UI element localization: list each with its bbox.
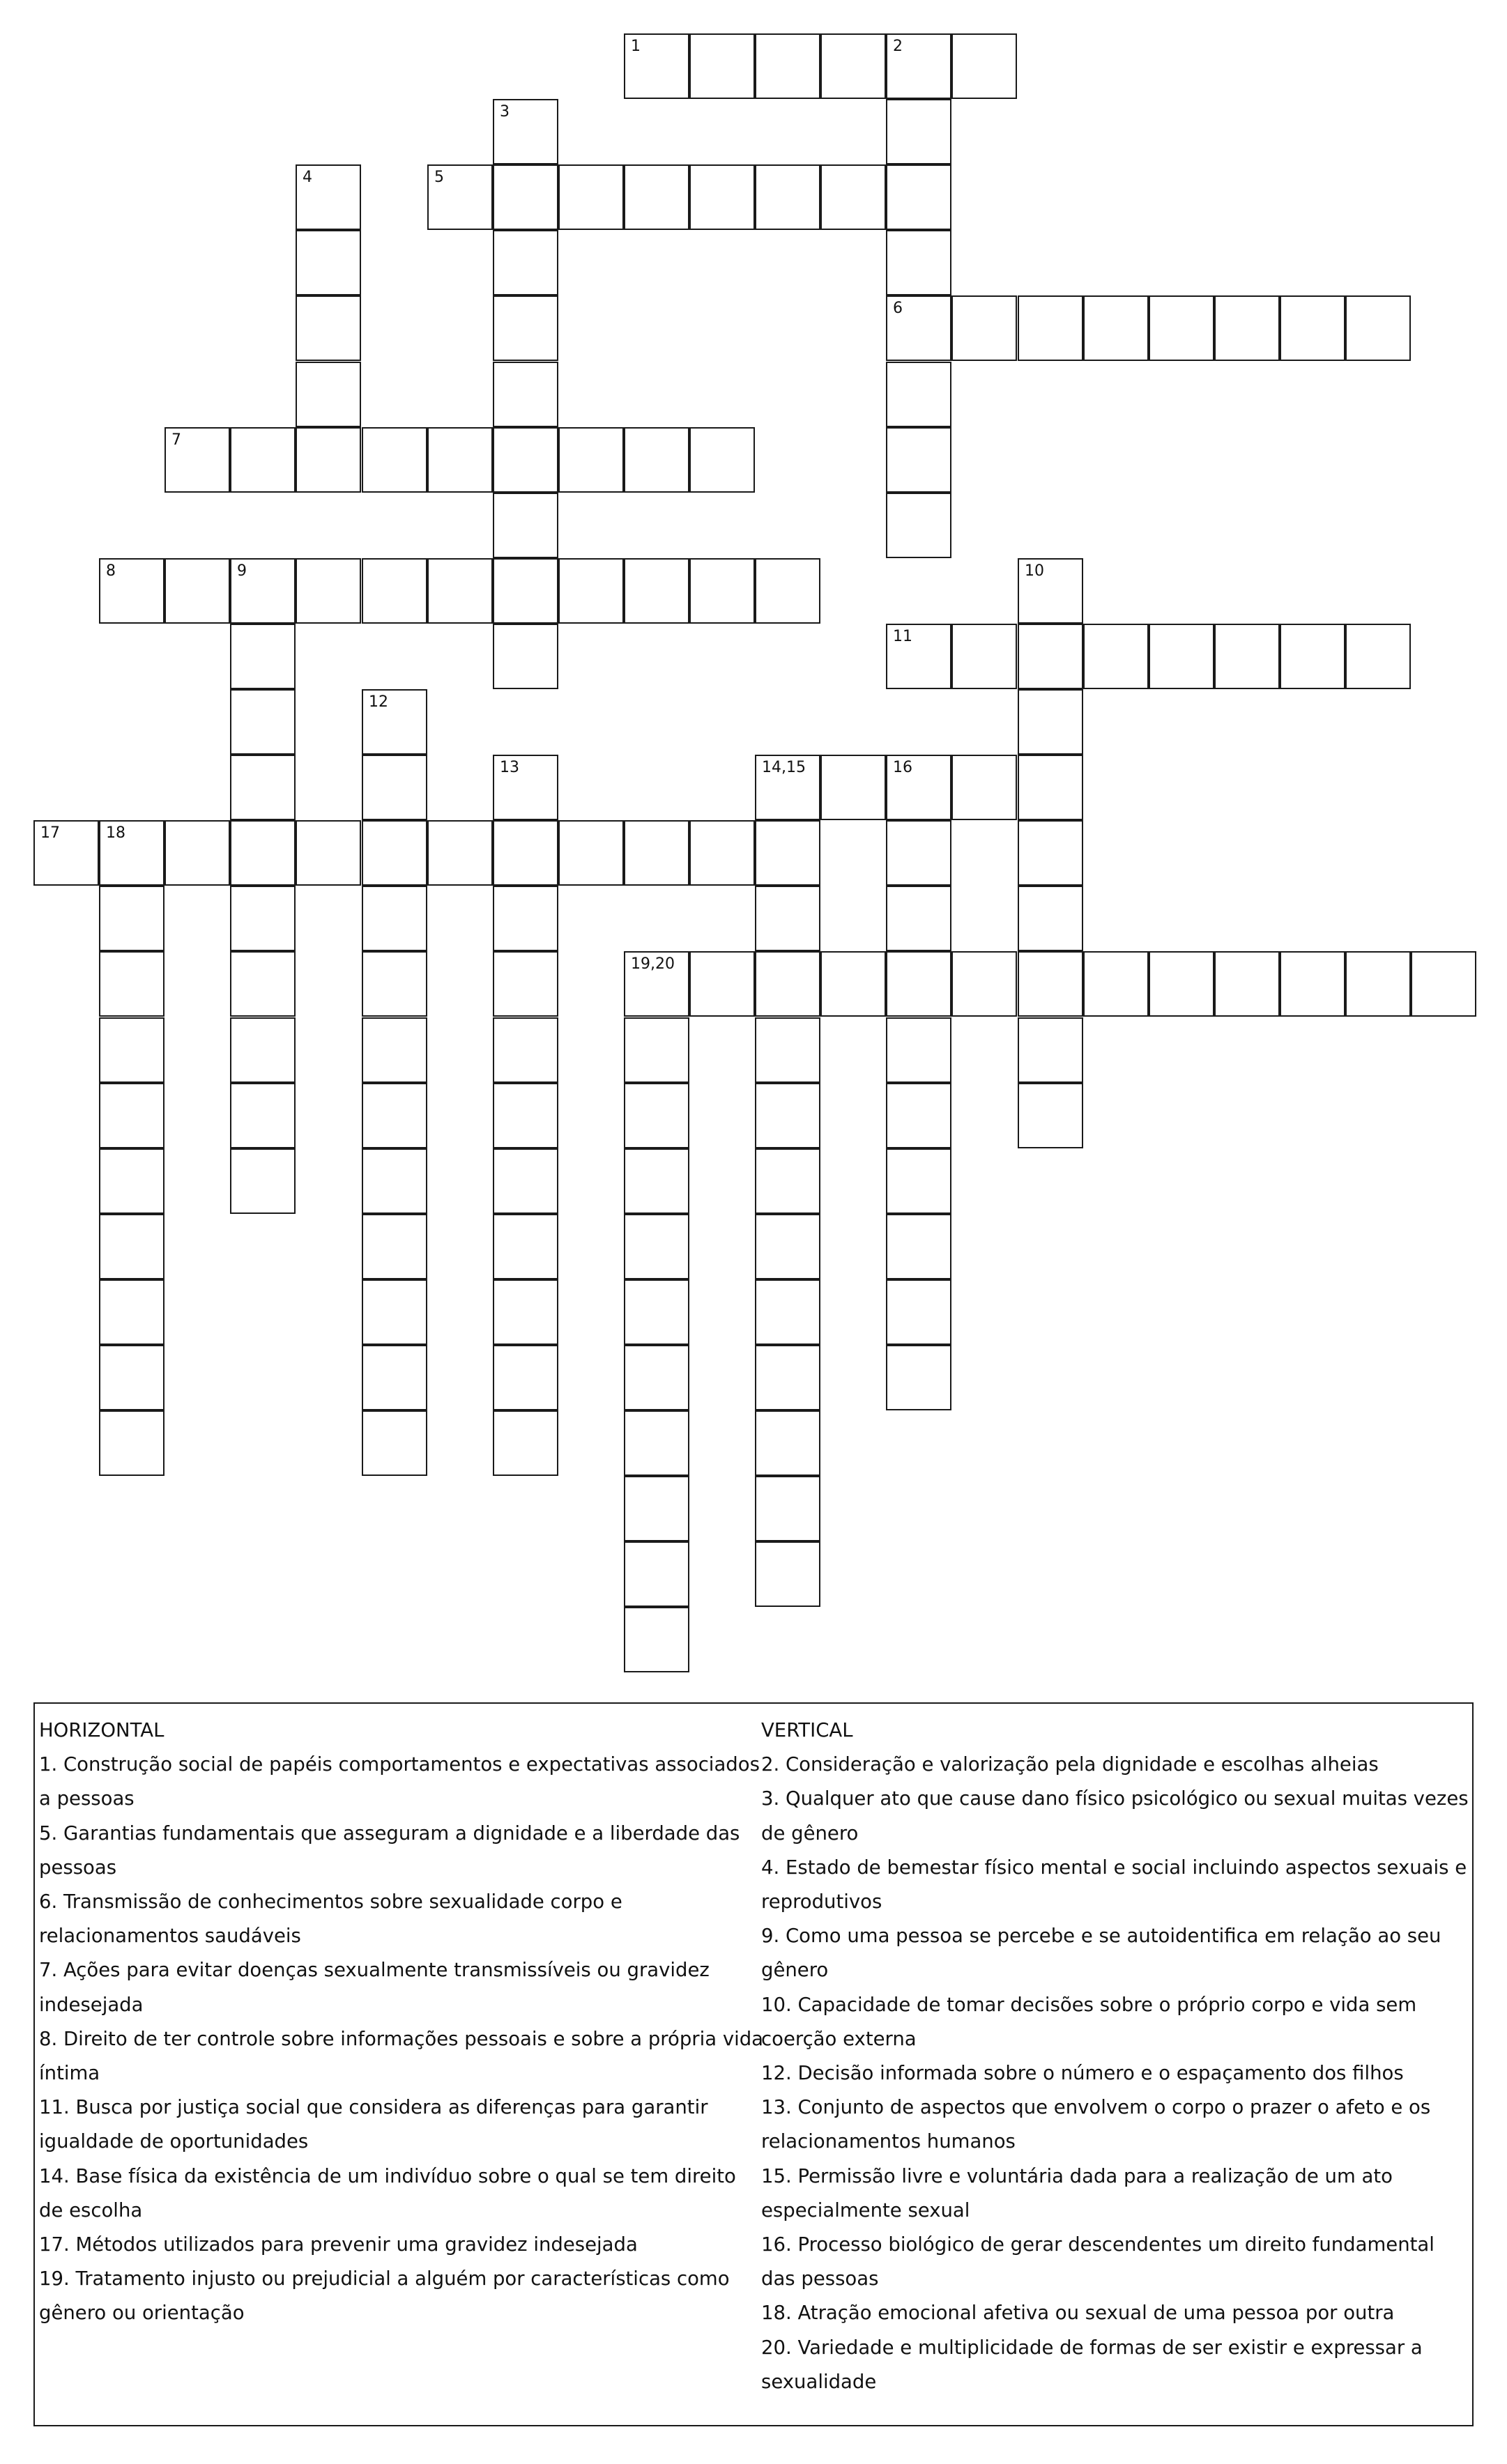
grid-cell[interactable] bbox=[886, 362, 951, 427]
grid-cell[interactable] bbox=[624, 1214, 689, 1279]
grid-cell[interactable] bbox=[362, 886, 427, 951]
grid-cell[interactable] bbox=[296, 164, 361, 230]
clue-v10: 10. Capacidade de tomar decisões sobre o próprio corpo e vida sem coerção externa bbox=[761, 1993, 1417, 2050]
clue-v18: 18. Atração emocional afetiva ou sexual de uma pessoa por outra bbox=[761, 2302, 1395, 2325]
grid-cell[interactable] bbox=[755, 1214, 820, 1279]
grid-cell[interactable] bbox=[1018, 295, 1083, 361]
grid-cell[interactable] bbox=[99, 1214, 165, 1279]
grid-cell[interactable] bbox=[820, 755, 886, 820]
horizontal-heading: HORIZONTAL bbox=[39, 1719, 165, 1741]
grid-cell[interactable] bbox=[493, 427, 558, 493]
grid-cell[interactable] bbox=[755, 755, 820, 820]
grid-cell[interactable] bbox=[886, 755, 951, 820]
grid-cell[interactable] bbox=[99, 1279, 165, 1345]
grid-cell[interactable] bbox=[493, 1017, 558, 1083]
grid-cell[interactable] bbox=[1280, 951, 1345, 1017]
grid-cell[interactable] bbox=[1018, 951, 1083, 1017]
clue-number: 2 bbox=[893, 38, 903, 55]
grid-cell[interactable] bbox=[886, 1148, 951, 1214]
grid-cell[interactable] bbox=[624, 1410, 689, 1476]
grid-cell[interactable] bbox=[362, 558, 427, 624]
clue-v4: 4. Estado de bemestar físico mental e social incluindo aspectos sexuais e reprodutivos bbox=[761, 1856, 1467, 1914]
grid-cell[interactable] bbox=[230, 624, 296, 689]
grid-cell[interactable] bbox=[362, 1279, 427, 1345]
grid-cell[interactable] bbox=[624, 33, 689, 99]
grid-cell[interactable] bbox=[689, 558, 755, 624]
grid-cell[interactable] bbox=[755, 33, 820, 99]
vertical-clues bbox=[761, 1714, 1469, 2399]
grid-cell[interactable] bbox=[1149, 624, 1214, 689]
grid-cell[interactable] bbox=[1411, 951, 1476, 1017]
grid-cell[interactable] bbox=[493, 1279, 558, 1345]
clue-v15: 15. Permissão livre e voluntária dada para a realização de um ato especialmente sexual bbox=[761, 2164, 1393, 2222]
grid-cell[interactable] bbox=[755, 951, 820, 1017]
grid-cell[interactable] bbox=[1083, 951, 1149, 1017]
clue-number: 12 bbox=[369, 693, 388, 711]
grid-cell[interactable] bbox=[624, 1476, 689, 1541]
grid-cell[interactable] bbox=[362, 427, 427, 493]
grid-cell[interactable] bbox=[624, 1541, 689, 1607]
clue-v9: 9. Como uma pessoa se percebe e se autoidentifica em relação ao seu gênero bbox=[761, 1925, 1441, 1982]
grid-cell[interactable] bbox=[886, 99, 951, 164]
clue-h5: 5. Garantias fundamentais que asseguram a dignidade e a liberdade das pessoas bbox=[39, 1822, 740, 1879]
grid-cell[interactable] bbox=[1018, 689, 1083, 755]
grid-cell[interactable] bbox=[493, 886, 558, 951]
grid-cell[interactable] bbox=[624, 1083, 689, 1148]
grid-cell[interactable] bbox=[1018, 886, 1083, 951]
grid-cell[interactable] bbox=[493, 1148, 558, 1214]
grid-cell[interactable] bbox=[755, 1541, 820, 1607]
grid-cell[interactable] bbox=[1018, 558, 1083, 624]
grid-cell[interactable] bbox=[755, 1410, 820, 1476]
grid-cell[interactable] bbox=[230, 1017, 296, 1083]
grid-cell[interactable] bbox=[886, 164, 951, 230]
clue-h17: 17. Métodos utilizados para prevenir uma gravidez indesejada bbox=[39, 2233, 638, 2256]
grid-cell[interactable] bbox=[820, 33, 886, 99]
grid-cell[interactable] bbox=[493, 1083, 558, 1148]
grid-cell[interactable] bbox=[165, 558, 230, 624]
grid-cell[interactable] bbox=[1345, 951, 1411, 1017]
grid-cell[interactable] bbox=[886, 624, 951, 689]
grid-cell[interactable] bbox=[362, 755, 427, 820]
grid-cell[interactable] bbox=[99, 951, 165, 1017]
grid-cell[interactable] bbox=[362, 1410, 427, 1476]
grid-cell[interactable] bbox=[99, 886, 165, 951]
clue-h11: 11. Busca por justiça social que considera as diferenças para garantir igualdade de oportunidades bbox=[39, 2096, 708, 2153]
grid-cell[interactable] bbox=[296, 362, 361, 427]
grid-cell[interactable] bbox=[99, 1083, 165, 1148]
grid-cell[interactable] bbox=[1018, 624, 1083, 689]
clue-number: 17 bbox=[40, 824, 60, 842]
clue-number: 7 bbox=[171, 431, 181, 449]
grid-cell[interactable] bbox=[689, 951, 755, 1017]
grid-cell[interactable] bbox=[755, 1148, 820, 1214]
clue-h6: 6. Transmissão de conhecimentos sobre sexualidade corpo e relacionamentos saudáveis bbox=[39, 1891, 622, 1948]
grid-cell[interactable] bbox=[1083, 624, 1149, 689]
grid-cell[interactable] bbox=[820, 164, 886, 230]
grid-cell[interactable] bbox=[493, 624, 558, 689]
grid-cell[interactable] bbox=[493, 99, 558, 164]
grid-cell[interactable] bbox=[1083, 295, 1149, 361]
grid-cell[interactable] bbox=[558, 427, 624, 493]
grid-cell[interactable] bbox=[99, 1148, 165, 1214]
grid-cell[interactable] bbox=[755, 164, 820, 230]
grid-cell[interactable] bbox=[886, 820, 951, 886]
grid-cell[interactable] bbox=[230, 951, 296, 1017]
grid-cell[interactable] bbox=[1214, 295, 1280, 361]
grid-cell[interactable] bbox=[1345, 624, 1411, 689]
grid-cell[interactable] bbox=[624, 951, 689, 1017]
grid-cell[interactable] bbox=[230, 1148, 296, 1214]
clue-number: 1 bbox=[631, 38, 641, 55]
grid-cell[interactable] bbox=[886, 951, 951, 1017]
grid-cell[interactable] bbox=[493, 951, 558, 1017]
clue-number: 10 bbox=[1025, 562, 1044, 580]
clue-number: 14,15 bbox=[762, 759, 806, 776]
grid-cell[interactable] bbox=[689, 164, 755, 230]
clue-number: 19,20 bbox=[631, 955, 675, 973]
clue-number: 9 bbox=[237, 562, 247, 580]
clue-v13: 13. Conjunto de aspectos que envolvem o corpo o prazer o afeto e os relacionamentos humanos bbox=[761, 2096, 1431, 2153]
grid-cell[interactable] bbox=[624, 1017, 689, 1083]
grid-cell[interactable] bbox=[1214, 624, 1280, 689]
grid-cell[interactable] bbox=[362, 820, 427, 886]
grid-cell[interactable] bbox=[558, 164, 624, 230]
grid-cell[interactable] bbox=[558, 820, 624, 886]
grid-cell[interactable] bbox=[951, 755, 1017, 820]
grid-cell[interactable] bbox=[230, 755, 296, 820]
grid-cell[interactable] bbox=[33, 820, 99, 886]
clue-v12: 12. Decisão informada sobre o número e o espaçamento dos filhos bbox=[761, 2062, 1404, 2085]
grid-cell[interactable] bbox=[558, 558, 624, 624]
grid-cell[interactable] bbox=[230, 427, 296, 493]
clue-h1: 1. Construção social de papéis comportamentos e expectativas associados a pessoas bbox=[39, 1753, 760, 1810]
grid-cell[interactable] bbox=[886, 1345, 951, 1410]
grid-cell[interactable] bbox=[624, 1607, 689, 1672]
clue-number: 4 bbox=[303, 169, 312, 186]
grid-cell[interactable] bbox=[427, 427, 493, 493]
grid-cell[interactable] bbox=[1149, 951, 1214, 1017]
grid-cell[interactable] bbox=[99, 820, 165, 886]
grid-cell[interactable] bbox=[362, 1148, 427, 1214]
grid-cell[interactable] bbox=[493, 493, 558, 558]
grid-cell[interactable] bbox=[689, 33, 755, 99]
grid-cell[interactable] bbox=[624, 427, 689, 493]
grid-cell[interactable] bbox=[755, 1476, 820, 1541]
clues-box bbox=[33, 1702, 1474, 2426]
grid-cell[interactable] bbox=[1018, 755, 1083, 820]
grid-cell[interactable] bbox=[99, 1410, 165, 1476]
grid-cell[interactable] bbox=[886, 1083, 951, 1148]
grid-cell[interactable] bbox=[362, 951, 427, 1017]
grid-cell[interactable] bbox=[362, 1017, 427, 1083]
grid-cell[interactable] bbox=[886, 1279, 951, 1345]
clue-h8: 8. Direito de ter controle sobre informações pessoais e sobre a própria vida íntima bbox=[39, 2027, 764, 2085]
grid-cell[interactable] bbox=[1280, 295, 1345, 361]
grid-cell[interactable] bbox=[624, 1345, 689, 1410]
clue-number: 16 bbox=[893, 759, 912, 776]
grid-cell[interactable] bbox=[230, 1083, 296, 1148]
grid-cell[interactable] bbox=[427, 558, 493, 624]
grid-cell[interactable] bbox=[296, 427, 361, 493]
clue-v16: 16. Processo biológico de gerar descendentes um direito fundamental das pessoas bbox=[761, 2233, 1435, 2290]
grid-cell[interactable] bbox=[886, 230, 951, 295]
grid-cell[interactable] bbox=[755, 1345, 820, 1410]
grid-cell[interactable] bbox=[689, 427, 755, 493]
grid-cell[interactable] bbox=[230, 689, 296, 755]
grid-cell[interactable] bbox=[99, 1345, 165, 1410]
grid-cell[interactable] bbox=[296, 820, 361, 886]
grid-cell[interactable] bbox=[493, 558, 558, 624]
grid-cell[interactable] bbox=[99, 1017, 165, 1083]
grid-cell[interactable] bbox=[886, 1017, 951, 1083]
clue-number: 8 bbox=[106, 562, 116, 580]
clue-number: 6 bbox=[893, 300, 903, 317]
grid-cell[interactable] bbox=[1018, 1017, 1083, 1083]
clue-number: 5 bbox=[434, 169, 444, 186]
grid-cell[interactable] bbox=[165, 427, 230, 493]
clue-v20: 20. Variedade e multiplicidade de formas de ser existir e expressar a sexualidade bbox=[761, 2336, 1423, 2393]
grid-cell[interactable] bbox=[624, 164, 689, 230]
grid-cell[interactable] bbox=[165, 820, 230, 886]
grid-cell[interactable] bbox=[886, 33, 951, 99]
grid-cell[interactable] bbox=[1280, 624, 1345, 689]
grid-cell[interactable] bbox=[362, 1345, 427, 1410]
clue-number: 18 bbox=[106, 824, 125, 842]
grid-cell[interactable] bbox=[493, 820, 558, 886]
grid-cell[interactable] bbox=[1018, 820, 1083, 886]
grid-cell[interactable] bbox=[362, 1214, 427, 1279]
grid-cell[interactable] bbox=[493, 755, 558, 820]
grid-cell[interactable] bbox=[427, 164, 493, 230]
grid-cell[interactable] bbox=[493, 164, 558, 230]
grid-cell[interactable] bbox=[755, 820, 820, 886]
clue-h19: 19. Tratamento injusto ou prejudicial a alguém por características como gênero ou orientação bbox=[39, 2267, 730, 2325]
grid-cell[interactable] bbox=[624, 1279, 689, 1345]
grid-cell[interactable] bbox=[886, 886, 951, 951]
clue-h14: 14. Base física da existência de um indivíduo sobre o qual se tem direito de escolha bbox=[39, 2164, 736, 2222]
grid-cell[interactable] bbox=[755, 558, 820, 624]
clue-number: 13 bbox=[500, 759, 519, 776]
grid-cell[interactable] bbox=[296, 230, 361, 295]
clue-v2: 2. Consideração e valorização pela dignidade e escolhas alheias bbox=[761, 1753, 1379, 1776]
grid-cell[interactable] bbox=[493, 1345, 558, 1410]
grid-cell[interactable] bbox=[493, 362, 558, 427]
grid-cell[interactable] bbox=[951, 295, 1017, 361]
grid-cell[interactable] bbox=[755, 1083, 820, 1148]
grid-cell[interactable] bbox=[296, 558, 361, 624]
grid-cell[interactable] bbox=[1149, 295, 1214, 361]
grid-cell[interactable] bbox=[1018, 1083, 1083, 1148]
grid-cell[interactable] bbox=[755, 886, 820, 951]
grid-cell[interactable] bbox=[230, 558, 296, 624]
grid-cell[interactable] bbox=[493, 230, 558, 295]
horizontal-clues bbox=[39, 1714, 764, 2331]
grid-cell[interactable] bbox=[493, 1214, 558, 1279]
grid-cell[interactable] bbox=[296, 295, 361, 361]
grid-cell[interactable] bbox=[951, 951, 1017, 1017]
grid-cell[interactable] bbox=[886, 493, 951, 558]
grid-cell[interactable] bbox=[755, 1017, 820, 1083]
grid-cell[interactable] bbox=[886, 1214, 951, 1279]
grid-cell[interactable] bbox=[689, 820, 755, 886]
vertical-heading: VERTICAL bbox=[761, 1719, 853, 1741]
grid-cell[interactable] bbox=[1345, 295, 1411, 361]
grid-cell[interactable] bbox=[624, 1148, 689, 1214]
grid-cell[interactable] bbox=[951, 624, 1017, 689]
grid-cell[interactable] bbox=[624, 820, 689, 886]
clue-number: 11 bbox=[893, 628, 912, 645]
grid-cell[interactable] bbox=[820, 951, 886, 1017]
grid-cell[interactable] bbox=[99, 558, 165, 624]
grid-cell[interactable] bbox=[951, 33, 1017, 99]
grid-cell[interactable] bbox=[362, 689, 427, 755]
grid-cell[interactable] bbox=[755, 1279, 820, 1345]
grid-cell[interactable] bbox=[886, 295, 951, 361]
grid-cell[interactable] bbox=[493, 295, 558, 361]
grid-cell[interactable] bbox=[624, 558, 689, 624]
grid-cell[interactable] bbox=[886, 427, 951, 493]
grid-cell[interactable] bbox=[427, 820, 493, 886]
clue-h7: 7. Ações para evitar doenças sexualmente transmissíveis ou gravidez indesejada bbox=[39, 1959, 710, 2016]
clue-v3: 3. Qualquer ato que cause dano físico psicológico ou sexual muitas vezes de gênero bbox=[761, 1787, 1469, 1845]
grid-cell[interactable] bbox=[230, 820, 296, 886]
clue-number: 3 bbox=[500, 103, 510, 121]
grid-cell[interactable] bbox=[493, 1410, 558, 1476]
grid-cell[interactable] bbox=[1214, 951, 1280, 1017]
grid-cell[interactable] bbox=[230, 886, 296, 951]
grid-cell[interactable] bbox=[362, 1083, 427, 1148]
